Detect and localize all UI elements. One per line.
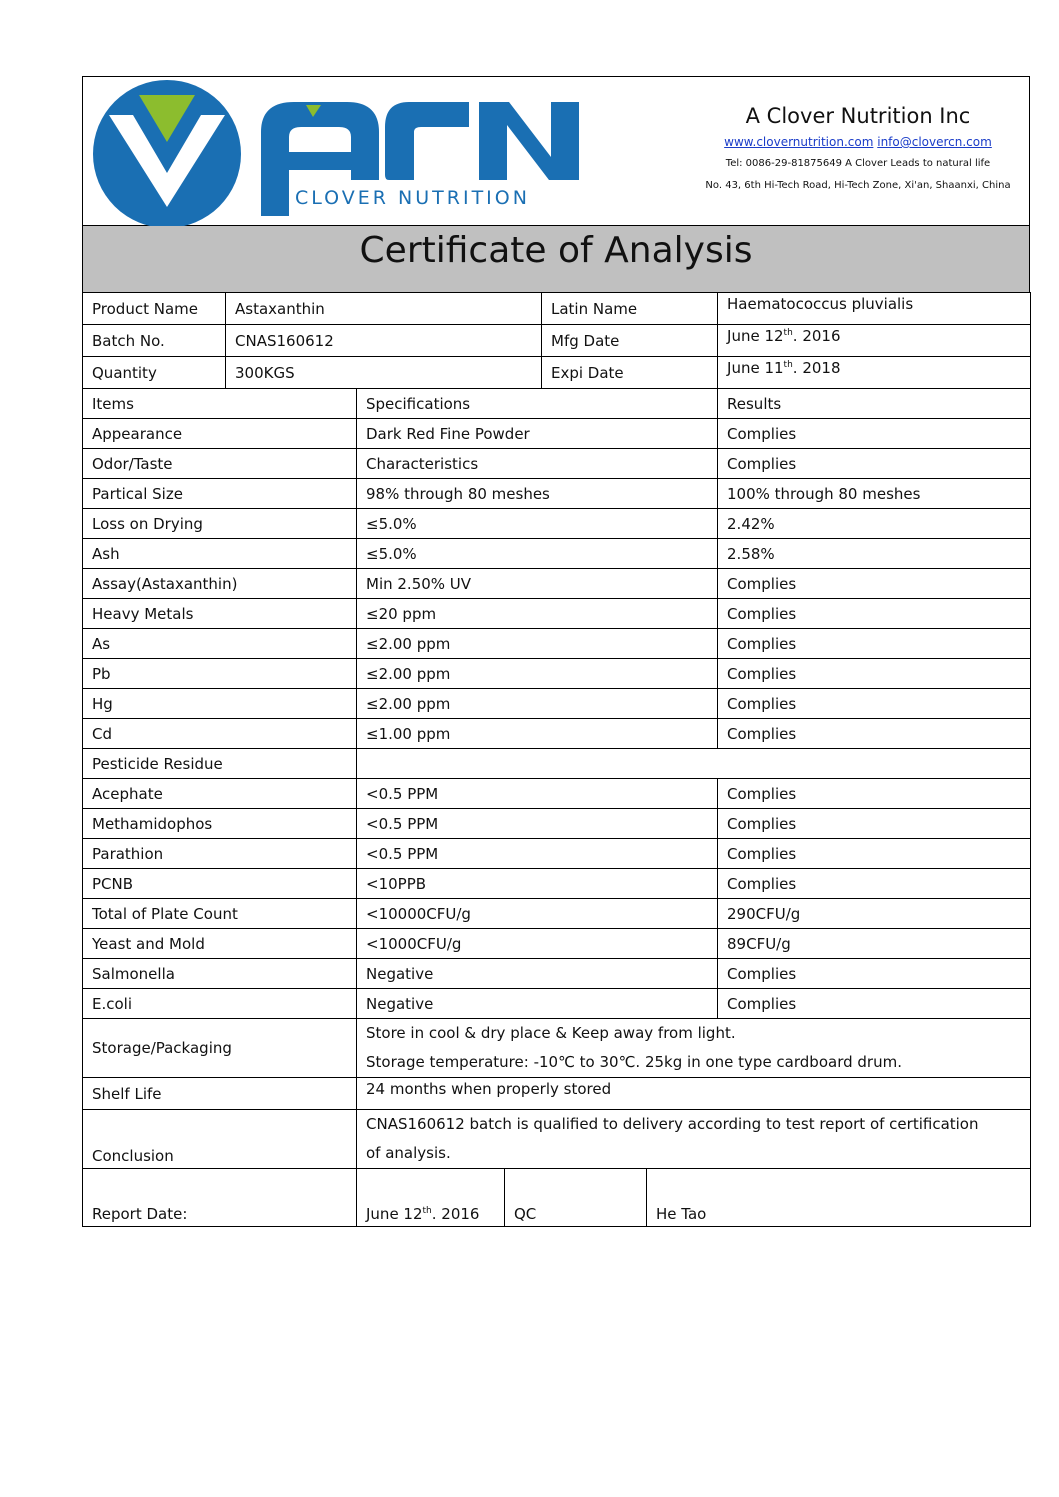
test-item: As (83, 629, 357, 659)
expi-date: June 11th. 2018 (718, 357, 1031, 389)
website-link[interactable]: www.clovernutrition.com (724, 135, 874, 149)
email-link[interactable]: info@clovercn.com (877, 135, 992, 149)
latin-name-label: Latin Name (542, 293, 718, 325)
batch-row (83, 325, 1031, 357)
items-header: Items (83, 389, 357, 419)
test-item: Yeast and Mold (83, 929, 357, 959)
company-name: A Clover Nutrition Inc (745, 104, 971, 128)
company-logo (89, 77, 589, 226)
table-row (83, 539, 1031, 569)
test-item: Loss on Drying (83, 509, 357, 539)
test-item: Acephate (83, 779, 357, 809)
test-spec: Dark Red Fine Powder (357, 419, 718, 449)
test-spec: ≤5.0% (357, 539, 718, 569)
quantity-row (83, 357, 1031, 389)
test-result: Complies (718, 569, 1031, 599)
table-row (83, 869, 1031, 899)
table-row (83, 719, 1031, 749)
test-spec: ≤20 ppm (357, 599, 718, 629)
table-row (83, 479, 1031, 509)
company-info (688, 103, 1028, 191)
test-result: Complies (718, 869, 1031, 899)
table-row (83, 839, 1031, 869)
table-row (83, 989, 1031, 1019)
test-result: Complies (718, 779, 1031, 809)
batch-number: CNAS160612 (226, 325, 542, 357)
test-item: Hg (83, 689, 357, 719)
table-row (83, 629, 1031, 659)
test-result: Complies (718, 689, 1031, 719)
test-spec: ≤1.00 ppm (357, 719, 718, 749)
table-row (83, 779, 1031, 809)
qc-name: He Tao (647, 1169, 1031, 1227)
pesticide-label: Pesticide Residue (83, 749, 357, 779)
test-spec: ≤2.00 ppm (357, 629, 718, 659)
product-name: Astaxanthin (226, 293, 542, 325)
contact-links (688, 135, 1028, 149)
test-item: Assay(Astaxanthin) (83, 569, 357, 599)
mfg-date: June 12th. 2016 (718, 325, 1031, 357)
table-row (83, 449, 1031, 479)
test-item: Pb (83, 659, 357, 689)
report-date: June 12th. 2016 (357, 1169, 505, 1227)
test-spec: <1000CFU/g (357, 929, 718, 959)
test-result: Complies (718, 419, 1031, 449)
tests-body (83, 419, 1031, 749)
test-spec: ≤5.0% (357, 509, 718, 539)
table-row (83, 569, 1031, 599)
qc-label: QC (505, 1169, 647, 1227)
test-result: Complies (718, 959, 1031, 989)
shelf-row (83, 1078, 1031, 1110)
test-result: Complies (718, 629, 1031, 659)
letterhead (82, 76, 1030, 225)
test-result: Complies (718, 989, 1031, 1019)
table-row (83, 809, 1031, 839)
column-header-row (83, 389, 1031, 419)
test-spec: <10PPB (357, 869, 718, 899)
test-spec: <0.5 PPM (357, 809, 718, 839)
table-row (83, 659, 1031, 689)
test-item: PCNB (83, 869, 357, 899)
mfg-date-label: Mfg Date (542, 325, 718, 357)
test-item: Cd (83, 719, 357, 749)
specs-header: Specifications (357, 389, 718, 419)
test-result: 2.58% (718, 539, 1031, 569)
table-row (83, 419, 1031, 449)
test-spec: ≤2.00 ppm (357, 659, 718, 689)
test-item: Salmonella (83, 959, 357, 989)
test-item: Odor/Taste (83, 449, 357, 479)
test-spec: <0.5 PPM (357, 839, 718, 869)
analysis-table (82, 292, 1031, 1227)
pesticide-header-row (83, 749, 1031, 779)
table-row (83, 899, 1031, 929)
test-item: Partical Size (83, 479, 357, 509)
pesticide-body (83, 779, 1031, 1019)
test-spec: Characteristics (357, 449, 718, 479)
table-row (83, 509, 1031, 539)
test-item: Appearance (83, 419, 357, 449)
test-spec: Negative (357, 959, 718, 989)
test-spec: Negative (357, 989, 718, 1019)
expi-date-label: Expi Date (542, 357, 718, 389)
test-spec: 98% through 80 meshes (357, 479, 718, 509)
test-result: 2.42% (718, 509, 1031, 539)
storage-text: Store in cool & dry place & Keep away from light. Storage temperature: -10℃ to 30℃. 25kg in one type cardboard drum. (357, 1019, 1031, 1078)
table-row (83, 929, 1031, 959)
test-item: Heavy Metals (83, 599, 357, 629)
batch-label: Batch No. (83, 325, 226, 357)
test-spec: <10000CFU/g (357, 899, 718, 929)
product-name-label: Product Name (83, 293, 226, 325)
company-tel: Tel: 0086-29-81875649 A Clover Leads to natural life (725, 158, 991, 169)
test-result: Complies (718, 719, 1031, 749)
test-result: 100% through 80 meshes (718, 479, 1031, 509)
test-item: Methamidophos (83, 809, 357, 839)
table-row (83, 959, 1031, 989)
storage-row (83, 1019, 1031, 1078)
test-result: Complies (718, 809, 1031, 839)
test-item: Total of Plate Count (83, 899, 357, 929)
test-result: 290CFU/g (718, 899, 1031, 929)
test-result: Complies (718, 659, 1031, 689)
conclusion-label: Conclusion (83, 1110, 357, 1169)
test-item: E.coli (83, 989, 357, 1019)
product-row (83, 293, 1031, 325)
conclusion-text: CNAS160612 batch is qualified to delivery according to test report of certification of analysis. (357, 1110, 1031, 1169)
test-result: Complies (718, 449, 1031, 479)
company-address: No. 43, 6th Hi-Tech Road, Hi-Tech Zone, Xi'an, Shaanxi, China (705, 180, 1011, 191)
coa-document (82, 76, 1030, 1227)
quantity: 300KGS (226, 357, 542, 389)
test-spec: ≤2.00 ppm (357, 689, 718, 719)
test-spec: <0.5 PPM (357, 779, 718, 809)
document-title: Certificate of Analysis (82, 225, 1030, 292)
test-result: Complies (718, 599, 1031, 629)
shelf-value: 24 months when properly stored (357, 1078, 1031, 1110)
test-item: Parathion (83, 839, 357, 869)
report-row (83, 1169, 1031, 1227)
test-result: Complies (718, 839, 1031, 869)
storage-label: Storage/Packaging (83, 1019, 357, 1078)
test-item: Ash (83, 539, 357, 569)
conclusion-row (83, 1110, 1031, 1169)
svg-text:CLOVER NUTRITION: CLOVER NUTRITION (295, 187, 530, 209)
quantity-label: Quantity (83, 357, 226, 389)
results-header: Results (718, 389, 1031, 419)
test-spec: Min 2.50% UV (357, 569, 718, 599)
table-row (83, 689, 1031, 719)
latin-name: Haematococcus pluvialis (718, 293, 1031, 325)
report-date-label: Report Date: (83, 1169, 357, 1227)
shelf-label: Shelf Life (83, 1078, 357, 1110)
table-row (83, 599, 1031, 629)
test-result: 89CFU/g (718, 929, 1031, 959)
